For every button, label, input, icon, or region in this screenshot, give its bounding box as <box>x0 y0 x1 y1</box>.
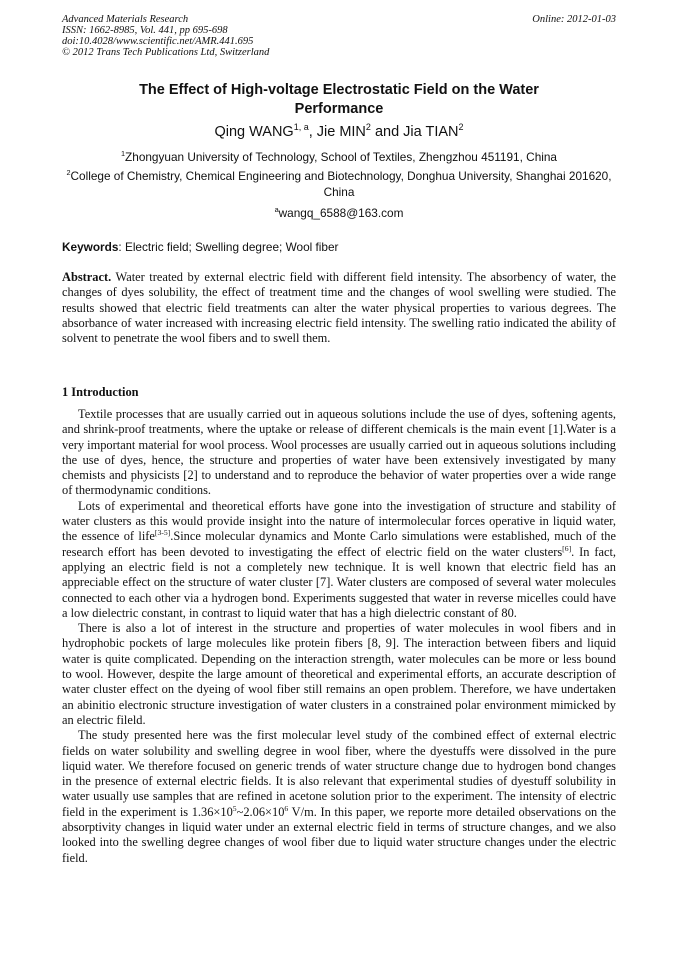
affiliation-sup: 1 <box>120 149 126 159</box>
affiliation-1 <box>62 149 616 165</box>
paragraph-text: ~2.06×10 <box>236 804 285 819</box>
affiliation-2 <box>62 168 616 200</box>
author-separator: and <box>370 124 404 140</box>
journal-name: Advanced Materials Research <box>62 14 189 25</box>
email-sup: a <box>274 205 279 215</box>
intro-paragraph-4 <box>62 728 616 866</box>
paragraph-text: Lots of experimental and theoretical efforts have gone into the investigation of structure and stability of water clusters as this would provide insight into the nature of intermolecular forces operative in liquid water, the essence of life <box>62 498 616 544</box>
author-sup: 2 <box>365 122 371 133</box>
author-separator: , <box>308 124 317 140</box>
keywords-label: Keywords <box>62 240 119 254</box>
affiliation-text: Zhongyuan University of Technology, School of Textiles, Zhengzhou 451191, China <box>125 150 557 164</box>
abstract-text: Water treated by external electric field with different field intensity. The absorbency of water, the changes of dyes solubility, the effect of treatment time and the changes of wool swelling were studied. The results showed that electric field treatments can alter the water physical properties to various degrees. The absorbance of water increased with increasing electric field intensity. The swelling ratio indicated the ability of solvent to penetrate the wool fibers and to swell them. <box>62 270 616 346</box>
intro-paragraph-2 <box>62 499 616 621</box>
section-heading: 1 Introduction <box>62 385 139 399</box>
affiliation-text: College of Chemistry, Chemical Engineering and Biotechnology, Donghua University, Shanghai 201620, China <box>70 169 612 199</box>
author-sup: 2 <box>458 122 464 133</box>
abstract-label: Abstract. <box>62 270 112 284</box>
keywords <box>62 240 616 255</box>
copyright-line: © 2012 Trans Tech Publications Ltd, Switzerland <box>62 47 270 58</box>
paragraph-text: .Since molecular dynamics and Monte Carlo simulations were established, much of the research effort has been devoted to investigating the effect of electric field on the water clusters <box>62 529 616 559</box>
intro-paragraph-1: Textile processes that are usually carried out in aqueous solutions include the use of dyes, softening agents, and shrink-proof treatments, where the uptake or release of different chemicals is the main event [1].Water is a very important material for wool process. Wool processes are usually carried out in aqueous solutions including the use of dyes, hence, the structure and properties of water have been extensively investigated by many chemists and physicists [2] to understand and to reproduce the behavior of water properties over a wide range of thermodynamic conditions. <box>62 407 616 498</box>
keywords-text: : Electric field; Swelling degree; Wool fiber <box>118 240 339 254</box>
email-text: wangq_6588@163.com <box>278 206 404 220</box>
author-sup: 1, a <box>293 122 309 133</box>
paper-title: The Effect of High-voltage Electrostatic Field on the Water Performance <box>139 82 539 117</box>
online-date: Online: 2012-01-03 <box>532 14 616 25</box>
abstract <box>62 270 616 346</box>
exponent: 5 <box>232 803 237 813</box>
exponent: 6 <box>284 803 289 813</box>
citation: [3-5] <box>154 528 171 538</box>
journal-header <box>62 14 616 58</box>
issn-line: ISSN: 1662-8985, Vol. 441, pp 695-698 <box>62 25 228 36</box>
author-name: Qing WANG <box>214 124 294 140</box>
author-email <box>62 205 616 221</box>
introduction-body <box>62 407 616 866</box>
paragraph-text: V/m. In this paper, we reporte more detailed observations on the absorptivity changes in liquid water under an external electric field in terms of structure changes, and we also looked into the swelling degree changes of wool fiber due to liquid water structure changes under the electric field. <box>62 804 617 865</box>
author-name: Jia TIAN <box>403 124 459 140</box>
intro-paragraph-3: There is also a lot of interest in the structure and properties of water molecules in wool fibers and in hydrophobic pockets of large molecules like protein fibers [8, 9]. The interaction between fibers and liquid water is quite complicated. Depending on the interaction strength, water molecules can be more or less bound to wool. However, despite the large amount of theoretical and experimental efforts, an accurate description of water cluster effect on the dyeing of wool fiber still remains an open problem. Therefore, we have undertaken an abinitio electronic structure investigation of water clusters in a constrained polar environment mimicked by an electric fileld. <box>62 621 616 727</box>
paragraph-text: . In fact, applying an electric field is not a completely new technique. It is well known that electric field has an appreciable effect on the structure of water cluster [7]. Water clusters are composed of several water molecules connected to each other via a hydrogen bond. Experiments suggested that water in reverse micelles could have a low dielectric constant, in contrast to liquid water that has a high dielectric constant of 80. <box>62 544 616 620</box>
citation: [6] <box>562 543 572 553</box>
author-list <box>62 123 616 141</box>
affiliation-sup: 2 <box>66 168 71 178</box>
doi-line: doi:10.4028/www.scientific.net/AMR.441.695 <box>62 36 254 47</box>
author-name: Jie MIN <box>316 124 366 140</box>
paragraph-text: The study presented here was the first molecular level study of the combined effect of external electric fields on water solubility and swelling degree in wool fiber, where the dyestuffs were dissolved in the pure liquid water. We therefore focused on generic trends of water structure change due to hydrogen bond changes in the presence of external electric fields. It is also relevant that experimental studies of dyestuff solubility in water usually use samples that are refined in acetone solution prior to the experiment. The intensity of electric field in the experiment is 1.36×10 <box>62 728 616 819</box>
